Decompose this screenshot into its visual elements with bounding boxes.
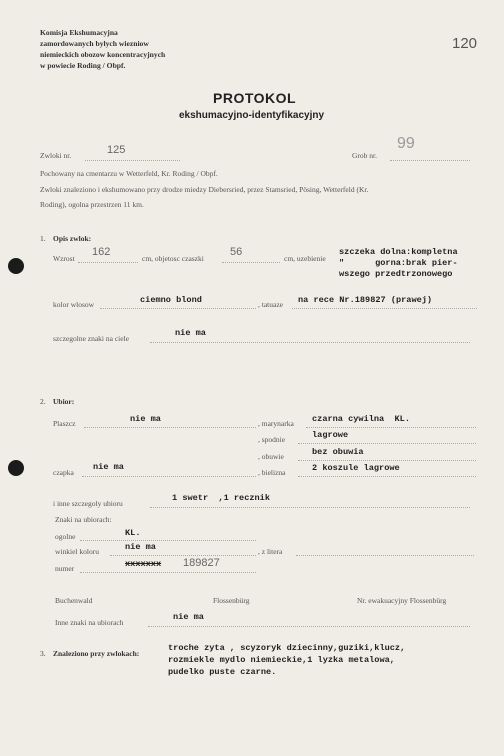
znaki-na-ciele-label: szczegolne znaki na ciele	[53, 334, 129, 343]
document-title: PROTOKOL	[213, 90, 297, 106]
grob-label: Grob nr.	[352, 151, 377, 160]
pochowany-text: Pochowany na cmentarzu w Wetterfeld, Kr. Roding / Obpf.	[40, 169, 218, 178]
punch-hole-top	[8, 258, 24, 274]
ogolne-label: ogolne	[55, 532, 76, 541]
section-2-heading: Ubior:	[53, 397, 75, 406]
tatuaze-value: na rece Nr.189827 (prawej)	[298, 295, 433, 305]
uzebienie-value-3: wszego przedtrzonowego	[339, 269, 453, 279]
inne-szczegoly-value: 1 swetr ,1 recznik	[172, 493, 270, 503]
zwloki-location-text-2: Roding), ogolna przestrzen 11 km.	[40, 200, 144, 209]
header-line: niemieckich obozow koncentracyjnych	[40, 50, 166, 59]
header-line: w powiecie Roding / Obpf.	[40, 61, 126, 70]
numer-value: 189827	[183, 557, 220, 569]
section-3-number: 3.	[40, 649, 46, 658]
inne-szczegoly-label: i inne szczegoly ubioru	[53, 499, 123, 508]
czapka-label: czapka	[53, 468, 74, 477]
numer-struck-value: xxxxxxx	[125, 559, 162, 569]
winkiel-label: winkiel koloru	[55, 547, 99, 556]
znaleziono-line-3: pudelko puste czarne.	[168, 667, 277, 677]
commission-header	[40, 27, 165, 71]
numer-label: numer	[55, 564, 75, 573]
wzrost-label: Wzrost	[53, 254, 75, 263]
znaleziono-line-2: rozmiekle mydlo niemieckie,1 lyzka metalowa,	[168, 655, 395, 665]
spodnie-label: , spodnie	[258, 435, 286, 444]
bielizna-label: , bielizna	[258, 468, 286, 477]
document-subtitle: ekshumacyjno-identyfikacyjny	[179, 110, 325, 121]
czaszka-label: cm, objetosc czaszki	[142, 254, 204, 263]
z-litera-label: , z litera	[258, 547, 283, 556]
zwloki-value: 125	[107, 144, 126, 156]
ogolne-value: KL.	[125, 528, 141, 538]
zwloki-label: Zwloki nr.	[40, 151, 72, 160]
section-1-number: 1.	[40, 234, 46, 243]
wzrost-value: 162	[92, 246, 111, 258]
znaki-na-ubiorach-label: Znaki na ubiorach:	[55, 515, 112, 524]
obuwie-value: bez obuwia	[312, 447, 364, 457]
zwloki-location-text: Zwloki znaleziono i ekshumowano przy drodze miedzy Diebersried, przez Stamsried, Pösing, Wetterfeld (Kr.	[40, 185, 369, 194]
section-1-heading: Opis zwlok:	[53, 234, 92, 243]
winkiel-value: nie ma	[125, 542, 156, 552]
ewakuacyjny-label: Nr. ewakuacyjny Flossenbürg	[357, 596, 447, 605]
obuwie-label: , obuwie	[258, 452, 284, 461]
znaleziono-line-1: troche zyta , scyzoryk dziecinny,guziki,klucz,	[168, 643, 406, 653]
plaszcz-value: nie ma	[130, 414, 161, 424]
grob-value: 99	[397, 135, 415, 152]
kolor-label: kolor wlosow	[53, 300, 95, 309]
czaszka-value: 56	[230, 246, 243, 258]
spodnie-value: lagrowe	[312, 430, 349, 440]
kolor-value: ciemno blond	[140, 295, 202, 305]
inne-znaki-label: Inne znaki na ubiorach	[55, 618, 124, 627]
uzebienie-value-1: szczeka dolna:kompletna	[339, 247, 458, 257]
marynarka-label: , marynarka	[258, 419, 294, 428]
znaki-na-ciele-value: nie ma	[175, 328, 206, 338]
punch-hole-bottom	[8, 460, 24, 476]
marynarka-value: czarna cywilna KL.	[312, 414, 410, 424]
page-number: 120	[452, 35, 478, 52]
bielizna-value: 2 koszule lagrowe	[312, 463, 400, 473]
uzebienie-value-2: " gorna:brak pier-	[339, 258, 458, 268]
flossenburg-label: Flossenbürg	[213, 596, 250, 605]
czapka-value: nie ma	[93, 462, 124, 472]
buchenwald-label: Buchenwald	[55, 596, 93, 605]
section-3-heading: Znaleziono przy zwlokach:	[53, 649, 140, 658]
plaszcz-label: Plaszcz	[53, 419, 76, 428]
section-2-number: 2.	[40, 397, 46, 406]
uzebienie-label: cm, uzebienie	[284, 254, 326, 263]
inne-znaki-value: nie ma	[173, 612, 204, 622]
header-line: zamordowanych bylych wiezniow	[40, 39, 149, 48]
header-line: Komisja Ekshumacyjna	[40, 28, 118, 37]
tatuaze-label: , tatuaze	[258, 300, 283, 309]
